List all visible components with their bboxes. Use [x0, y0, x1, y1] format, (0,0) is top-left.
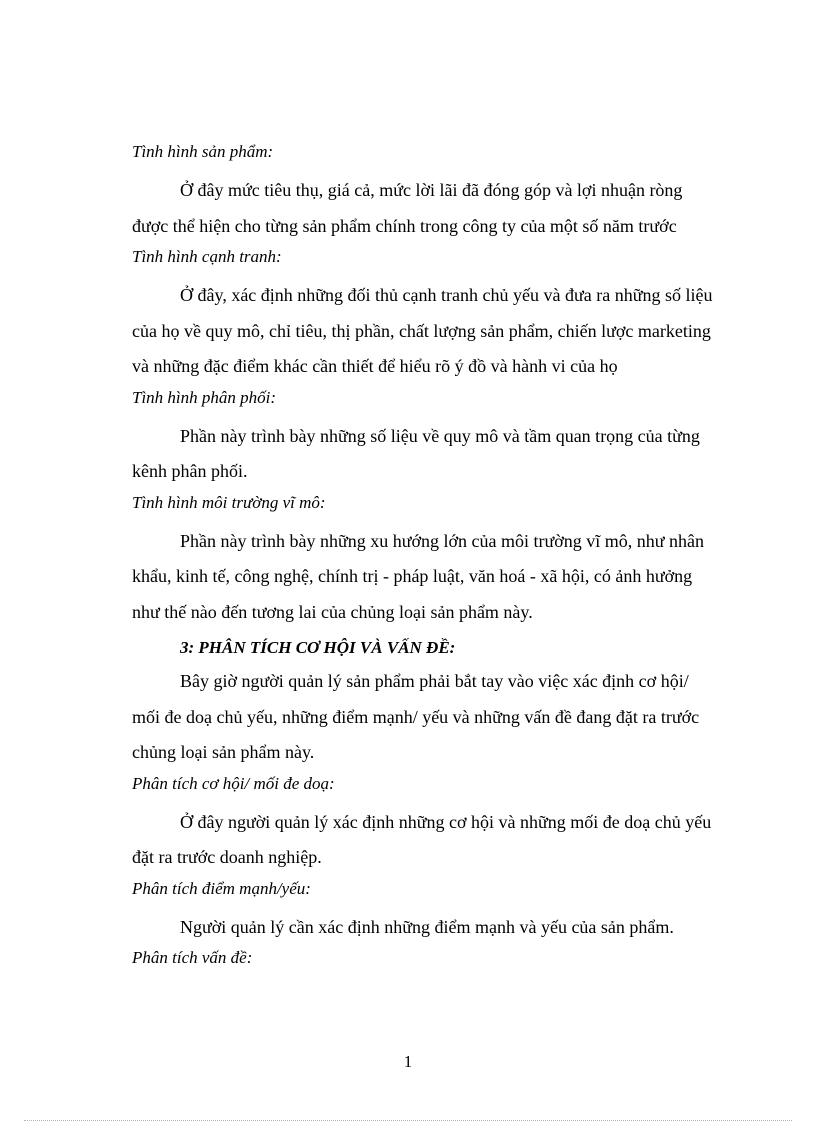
paragraph — [132, 805, 740, 876]
document-body — [132, 141, 740, 979]
paragraph — [132, 664, 740, 771]
paragraph-line: như thế nào đến tương lai của chủng loại sản phẩm này. — [132, 601, 533, 622]
paragraph — [132, 278, 740, 385]
paragraph-line: được thể hiện cho từng sản phẩm chính trong công ty của một số năm trước — [132, 215, 677, 236]
paragraph-line: Ở đây mức tiêu thụ, giá cả, mức lời lãi đã đóng góp và lợi nhuận ròng — [180, 180, 683, 200]
subsection-heading: Phân tích cơ hội/ mối đe doạ: — [132, 773, 335, 793]
paragraph-line: và những đặc điểm khác cần thiết để hiểu rõ ý đồ và hành vi của họ — [132, 356, 618, 376]
paragraph-line: Phần này trình bày những số liệu về quy mô và tầm quan trọng của từng — [180, 425, 700, 446]
section-heading: 3: PHÂN TÍCH CƠ HỘI VÀ VẤN ĐỀ: — [180, 638, 456, 657]
subsection-heading: Phân tích điểm mạnh/yếu: — [132, 878, 311, 898]
paragraph — [132, 524, 740, 631]
paragraph — [132, 419, 740, 490]
paragraph-line: mối đe doạ chủ yếu, những điểm mạnh/ yếu và những vấn đề đang đặt ra trước — [132, 706, 700, 727]
subsection-heading: Tình hình sản phẩm: — [132, 142, 274, 161]
paragraph-line: Bây giờ người quản lý sản phẩm phải bắt tay vào việc xác định cơ hội/ — [180, 671, 689, 691]
paragraph-line: chủng loại sản phẩm này. — [132, 742, 315, 762]
subsection-heading: Phân tích vấn đề: — [132, 948, 253, 967]
paragraph-line: khẩu, kinh tế, công nghệ, chính trị - pháp luật, văn hoá - xã hội, có ảnh hưởng — [132, 566, 693, 586]
paragraph-line: Người quản lý cần xác định những điểm mạnh và yếu của sản phẩm. — [180, 916, 674, 937]
subsection-heading: Tình hình phân phối: — [132, 387, 277, 407]
paragraph — [132, 173, 740, 244]
paragraph — [132, 910, 740, 946]
page-bottom-border — [24, 1120, 792, 1121]
paragraph-line: đặt ra trước doanh nghiệp. — [132, 847, 322, 867]
page-number: 1 — [403, 1052, 413, 1071]
paragraph-line: kênh phân phối. — [132, 461, 248, 481]
paragraph-line: Ở đây, xác định những đối thủ cạnh tranh chủ yếu và đưa ra những số liệu — [180, 285, 713, 305]
paragraph-line: của họ về quy mô, chỉ tiêu, thị phần, chất lượng sản phẩm, chiến lược marketing — [132, 320, 711, 341]
paragraph-line: Phần này trình bày những xu hướng lớn của môi trường vĩ mô, như nhân — [180, 530, 705, 551]
paragraph-line: Ở đây người quản lý xác định những cơ hội và những mối đe doạ chủ yếu — [180, 811, 712, 832]
subsection-heading: Tình hình môi trường vĩ mô: — [132, 492, 326, 512]
subsection-heading: Tình hình cạnh tranh: — [132, 247, 282, 266]
